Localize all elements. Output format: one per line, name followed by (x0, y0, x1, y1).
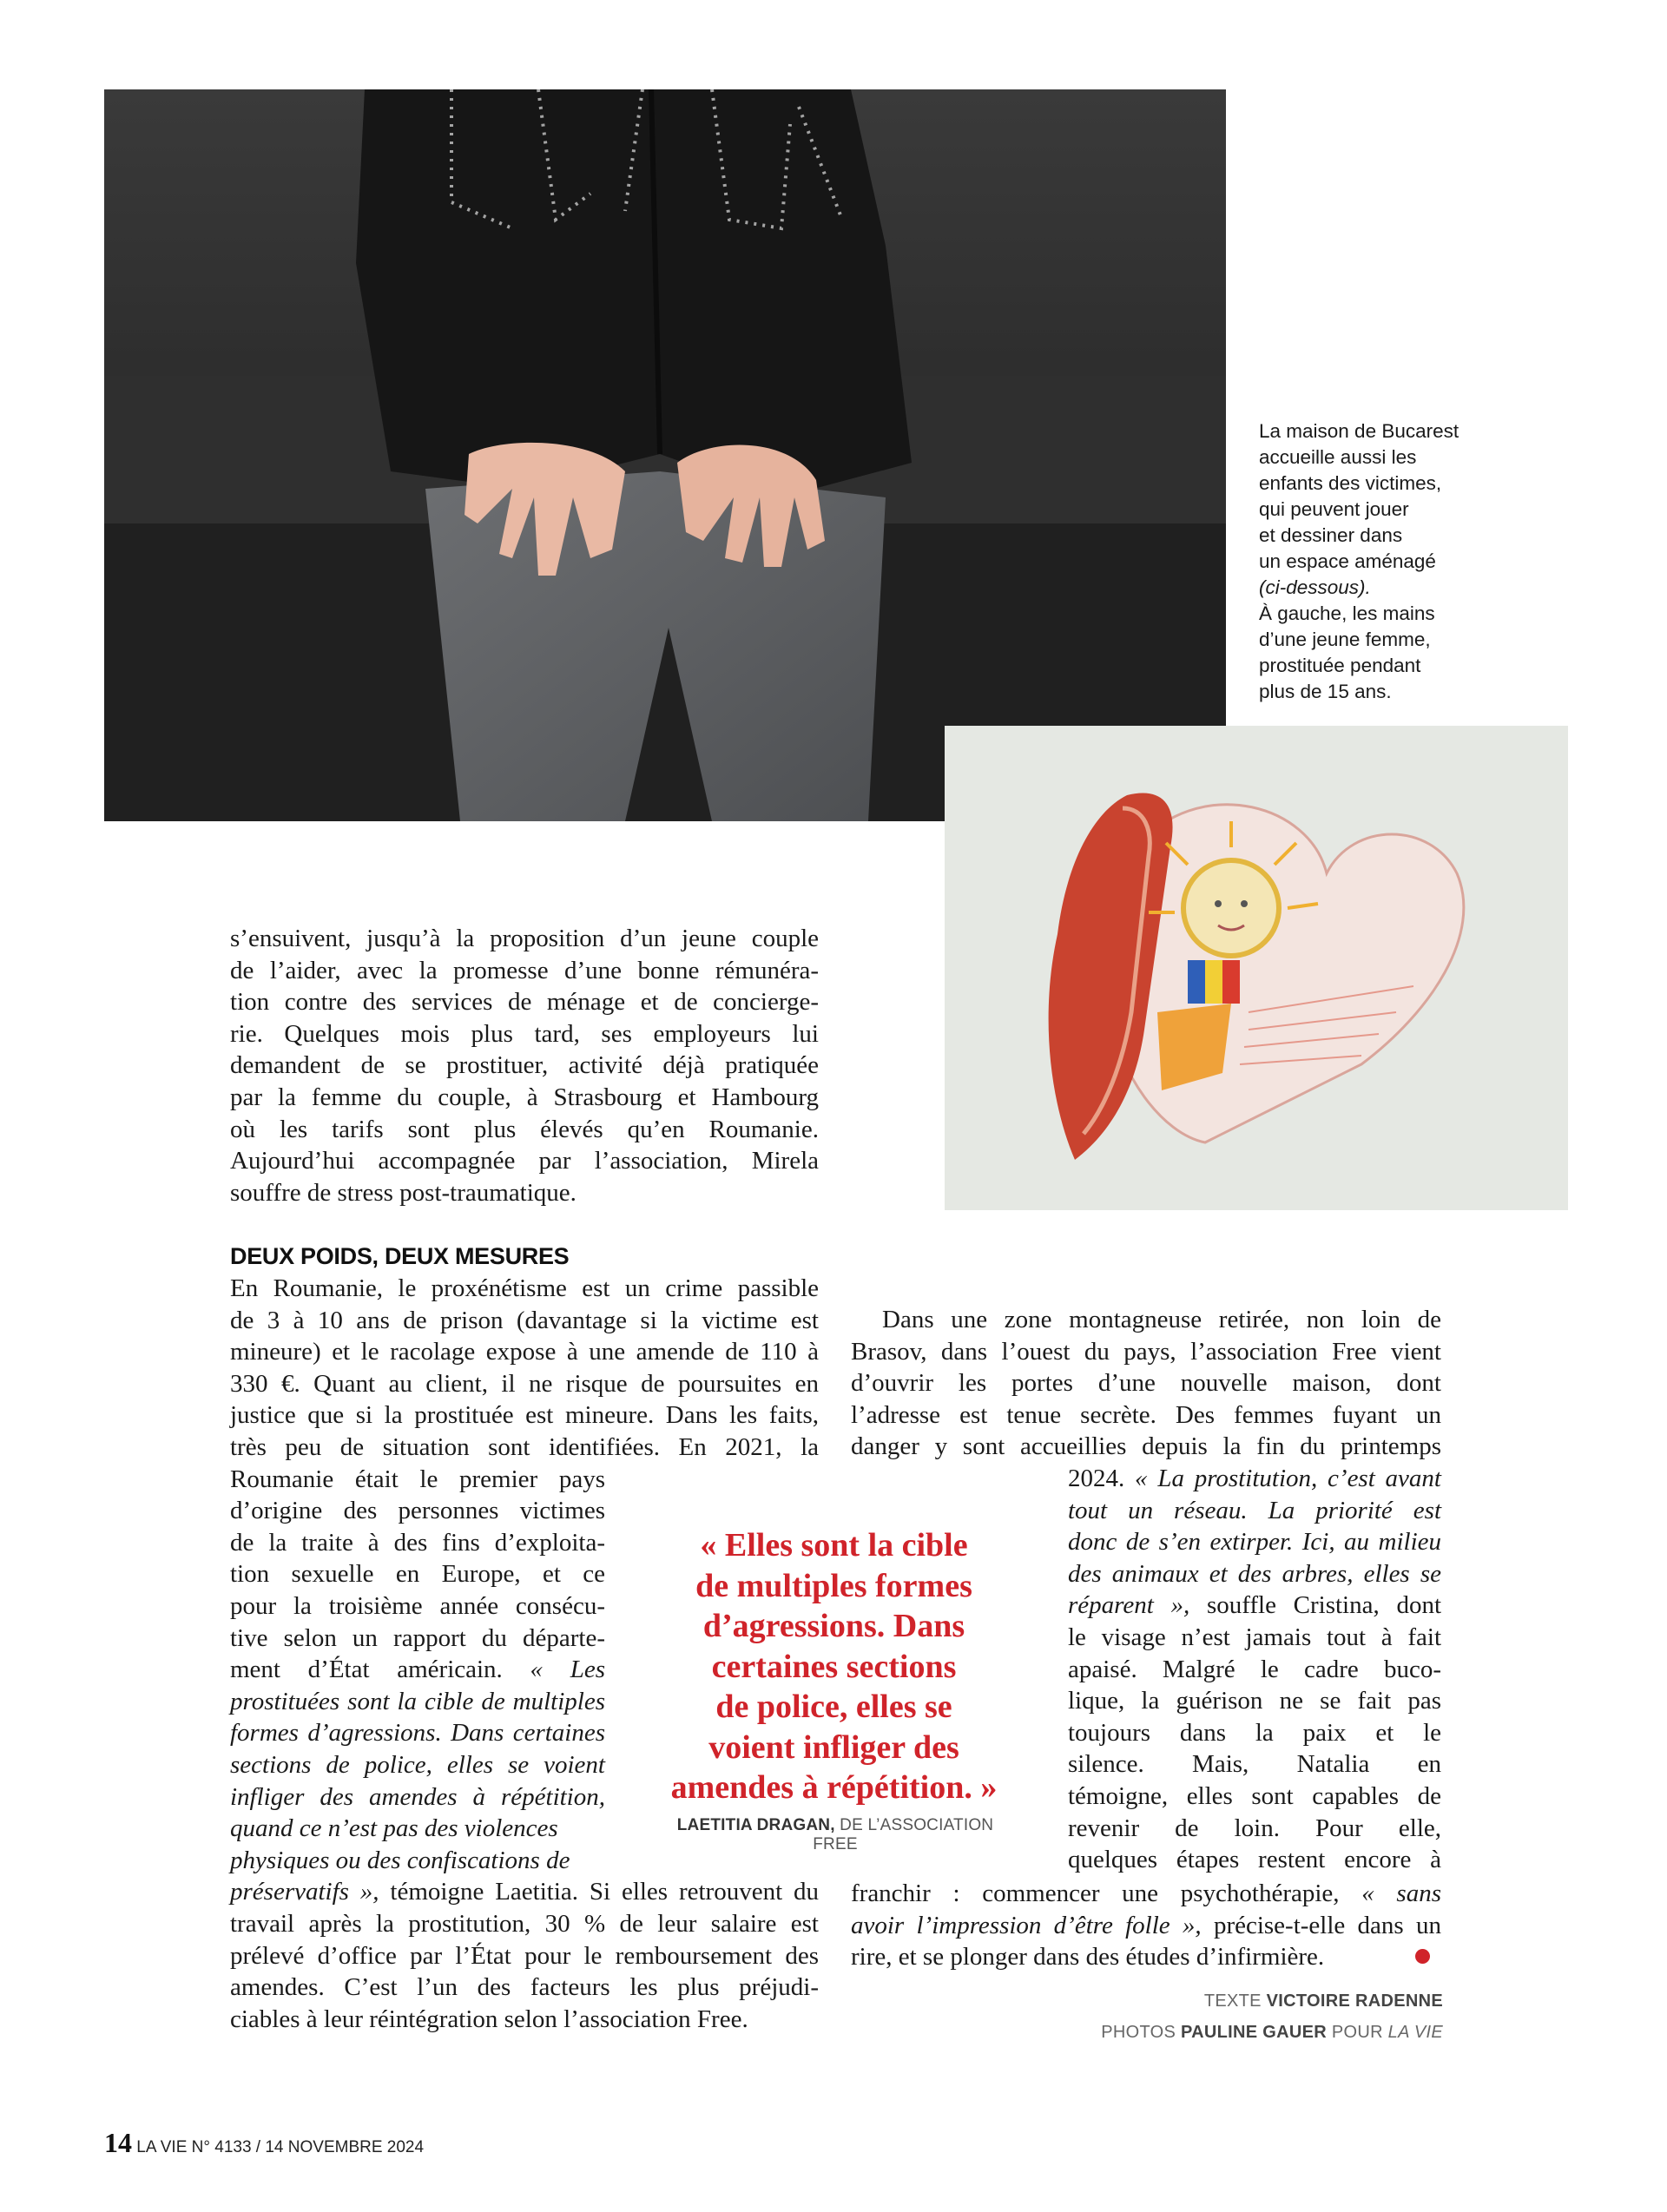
text-line: tout un réseau. La priorité est (1068, 1496, 1441, 1524)
caption-line: et dessiner dans (1259, 524, 1403, 546)
photo-caption (1259, 418, 1537, 705)
text-line: très peu de situation sont identifiées. En 2021, la (230, 1432, 819, 1461)
text-line: l’adresse est tenue secrète. Des femmes fuyant un (851, 1400, 1441, 1429)
text-line: Brasov, dans l’ouest du pays, l’association Free vient (851, 1337, 1441, 1366)
child-heart-drawing-photo-icon (945, 726, 1568, 1210)
text-line: pour la troisième année consécu- (230, 1591, 605, 1620)
caption-line: prostituée pendant (1259, 655, 1421, 676)
text-line: tion sexuelle en Europe, et ce (230, 1560, 605, 1589)
text-line: toujours dans la paix et le (1068, 1718, 1441, 1747)
photo-credit: PHOTOS PAULINE GAUER POUR LA VIE (1101, 2023, 1443, 2042)
text-line: réparent », souffle Cristina, dont (1068, 1591, 1441, 1620)
pull-quote-attribution: LAETITIA DRAGAN, DE L’ASSOCIATION FREE (676, 1816, 994, 1853)
text-line: ment d’État américain. « Les (230, 1656, 605, 1684)
page-footer (104, 2127, 424, 2159)
end-mark-icon (1415, 1949, 1430, 1964)
text-line: témoigne, elles sont capables de (1068, 1781, 1441, 1810)
text-line: de l’aider, avec la promesse d’une bonne rémunéra- (230, 956, 819, 984)
text-line: de la traite à des fins d’exploita- (230, 1528, 605, 1557)
text-line: 2024. « La prostitution, c’est avant (1068, 1465, 1441, 1492)
article-paragraph-3 (851, 1304, 1441, 1463)
article-paragraph-3-end (851, 1878, 1441, 1973)
pull-quote-line: de police, elles se (715, 1689, 952, 1725)
caption-line: d’une jeune femme, (1259, 629, 1431, 650)
text-line: franchir : commencer une psychothérapie, « sans (851, 1880, 1441, 1907)
text-line: En Roumanie, le proxénétisme est un crime passible (230, 1274, 819, 1302)
text-line: danger y sont accueillies depuis la fin du printemps (851, 1432, 1441, 1461)
article-paragraph-2-end (230, 1876, 819, 2035)
text-line: prélevé d’office par l’État pour le remboursement des (230, 1941, 819, 1970)
text-line: de 3 à 10 ans de prison (davantage si la victime est (230, 1306, 819, 1334)
text-line: lique, la guérison ne se fait pas (1068, 1687, 1441, 1715)
seated-woman-hands-photo-icon (104, 89, 1226, 821)
text-line: infliger des amendes à répétition, (230, 1782, 605, 1811)
text-line: donc de s’en extirper. Ici, au milieu (1068, 1528, 1441, 1557)
caption-line: (ci-dessous). (1259, 576, 1371, 598)
caption-line: accueille aussi les (1259, 446, 1417, 468)
article-paragraph-2-narrow (230, 1464, 605, 1877)
caption-line: La maison de Bucarest (1259, 420, 1459, 442)
text-line: d’ouvrir les portes d’une nouvelle maison, dont (851, 1369, 1441, 1398)
text-line: d’origine des personnes victimes (230, 1497, 605, 1525)
pull-quote-line: d’agressions. Dans (702, 1608, 965, 1644)
text-line: tion contre des services de ménage et de concierge- (230, 988, 819, 1017)
text-line: mineure) et le racolage expose à une amende de 110 à (230, 1338, 819, 1366)
text-line: où les tarifs sont plus élevés qu’en Roumanie. (230, 1115, 819, 1143)
text-credit: TEXTE VICTOIRE RADENNE (1203, 1991, 1443, 2011)
text-line: des animaux et des arbres, elles se (1068, 1559, 1441, 1588)
text-line: ciables à leur réintégration selon l’association Free. (230, 2005, 748, 2033)
text-line: apaisé. Malgré le cadre buco- (1068, 1655, 1441, 1683)
text-line: revenir de loin. Pour elle, (1068, 1814, 1441, 1842)
pull-quote (649, 1525, 1018, 1808)
text-line: Aujourd’hui accompagnée par l’association, Mirela (230, 1147, 819, 1175)
text-line: sections de police, elles se voient (230, 1750, 605, 1779)
text-line: justice que si la prostituée est mineure. Dans les faits, (230, 1401, 819, 1430)
text-line: tive selon un rapport du départe- (230, 1623, 605, 1652)
top-photo (104, 89, 1226, 821)
caption-line: un espace aménagé (1259, 550, 1436, 572)
text-line: préservatifs », témoigne Laetitia. Si elles retrouvent du (230, 1878, 819, 1906)
text-line: rie. Quelques mois plus tard, ses employeurs lui (230, 1019, 819, 1048)
caption-line: qui peuvent jouer (1259, 498, 1409, 520)
text-line: physiques ou des confiscations de (230, 1846, 570, 1874)
article-paragraph-1 (230, 923, 819, 1208)
caption-line: À gauche, les mains (1259, 602, 1435, 624)
text-line: s’ensuivent, jusqu’à la proposition d’un jeune couple (230, 925, 819, 952)
page-number: 14 (104, 2127, 132, 2158)
text-line: avoir l’impression d’être folle », précise-t-elle dans un (851, 1911, 1441, 1939)
text-line: Dans une zone montagneuse retirée, non loin de (882, 1306, 1441, 1333)
text-line: rire, et se plonger dans des études d’infirmière. (851, 1943, 1325, 1972)
text-line: quand ce n’est pas des violences (230, 1814, 558, 1843)
article-paragraph-3-narrow (1068, 1463, 1441, 1876)
article-paragraph-2 (230, 1273, 819, 1464)
text-line: souffre de stress post-traumatique. (230, 1178, 577, 1207)
pull-quote-line: amendes à répétition. » (670, 1769, 998, 1806)
text-line: le visage n’est jamais tout à fait (1068, 1623, 1441, 1651)
text-line: Roumanie était le premier pays (230, 1465, 605, 1493)
text-line: demandent de se prostituer, activité déjà pratiquée (230, 1051, 819, 1080)
text-line: quelques étapes restent encore à (1068, 1846, 1441, 1874)
drawing-photo (945, 726, 1568, 1210)
pull-quote-line: certaines sections (711, 1648, 957, 1685)
text-line: par la femme du couple, à Strasbourg et Hambourg (230, 1083, 819, 1111)
caption-line: enfants des victimes, (1259, 472, 1442, 494)
pull-quote-line: voient infliger des (708, 1728, 959, 1766)
section-heading: DEUX POIDS, DEUX MESURES (230, 1243, 570, 1269)
caption-line: plus de 15 ans. (1259, 681, 1392, 702)
pull-quote-line: « Elles sont la cible (700, 1527, 968, 1564)
text-line: amendes. C’est l’un des facteurs les plus préjudi- (230, 1973, 819, 2002)
text-line: 330 €. Quant au client, il ne risque de poursuites en (230, 1369, 819, 1398)
issue-info: LA VIE N° 4133 / 14 NOVEMBRE 2024 (136, 2138, 425, 2156)
text-line: prostituées sont la cible de multiples (230, 1687, 605, 1715)
text-line: travail après la prostitution, 30 % de leur salaire est (230, 1909, 819, 1938)
pull-quote-line: de multiples formes (695, 1567, 972, 1604)
text-line: silence. Mais, Natalia en (1068, 1750, 1441, 1779)
text-line: formes d’agressions. Dans certaines (230, 1719, 605, 1748)
